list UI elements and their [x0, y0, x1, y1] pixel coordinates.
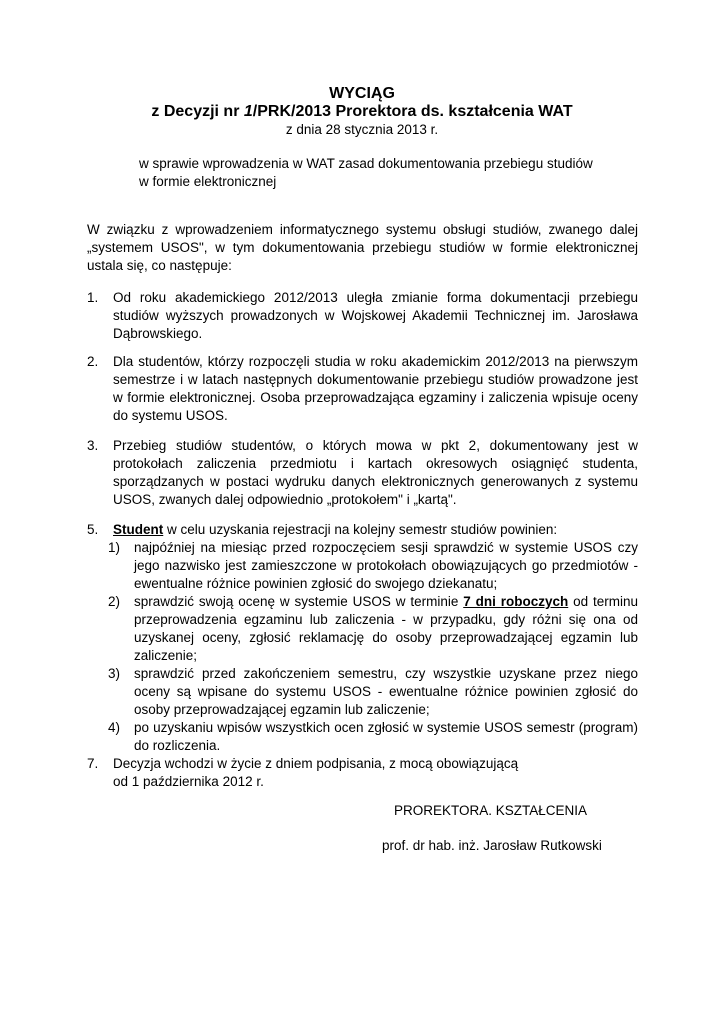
item-text: Dla studentów, którzy rozpoczęli studia w roku akademickim 2012/2013 na pierwszym semestrze i w latach następnych dokumentowanie przebiegu studiów prowadzone jest w formie elektronicznej. Osoba przeprowadzająca egzaminy i zaliczenia wpisuje oceny do systemu USOS. — [113, 354, 638, 423]
subitem-3 — [108, 665, 638, 719]
subitem-text: sprawdzić przed zakończeniem semestru, czy wszystkie uzyskane przez niego oceny są wpisane do systemu USOS - ewentualne różnice powinien zgłosić do osoby przeprowadzającej egzamin lub zaliczenie; — [134, 666, 638, 717]
deadline-emphasis: 7 dni roboczych — [463, 594, 569, 609]
student-emphasis: Student — [113, 522, 164, 537]
item-7-line-2: od 1 października 2012 r. — [113, 774, 264, 789]
subtitle-suffix: /PRK/2013 Prorektora ds. kształcenia WAT — [252, 103, 573, 120]
signature-name: prof. dr hab. inż. Jarosław Rutkowski — [382, 838, 602, 853]
document-title: WYCIĄG — [329, 85, 395, 102]
subtitle-prefix: z Decyzji nr — [151, 103, 244, 120]
item-text: Od roku akademickiego 2012/2013 uległa zmianie forma dokumentacji przebiegu studiów wyższych prowadzonych w Wojskowej Akademii Technicznej im. Jarosława Dąbrowskiego. — [113, 290, 638, 341]
item-5 — [87, 521, 638, 539]
subitem-text — [134, 593, 638, 665]
subitem-2-pre: sprawdzić swoją ocenę w systemie USOS w terminie — [134, 594, 464, 609]
intro-paragraph: W związku z wprowadzeniem informatycznego systemu obsługi studiów, zwanego dalej „systemem USOS", w tym dokumentowania przebiegu studiów w formie elektronicznej ustala się, co następuje: — [87, 222, 638, 273]
subitem-number: 3) — [108, 666, 121, 681]
subitem-text: najpóźniej na miesiąc przed rozpoczęciem sesji sprawdzić w systemie USOS czy jego nazwisko jest zamieszczone w protokołach obowiązujących go przedmiotów - ewentualne różnice powinien zgłosić do swojego dziekanatu; — [134, 540, 638, 591]
subitem-2-post: od terminu przeprowadzenia egzaminu lub zaliczenia - w przypadku, gdy różni się ona od uzyskanej oceny, zgłosić reklamację do osoby przeprowadzającej egzamin lub zaliczenie; — [134, 594, 638, 663]
item-number: 1. — [87, 290, 99, 305]
document-subtitle — [0, 102, 724, 122]
item-number: 2. — [87, 354, 99, 369]
item-text: Przebieg studiów studentów, o których mowa w pkt 2, dokumentowany jest w protokołach zaliczenia przedmiotu i kartach okresowych osiągnięć studenta, sporządzanych w postaci wydruku danych elektronicznych generowanych z systemu USOS, zwanych dalej odpowiednio „protokołem" i „kartą". — [113, 438, 638, 507]
item-2 — [87, 353, 638, 425]
item-3 — [87, 437, 638, 509]
subject-line-1: w sprawie wprowadzenia w WAT zasad dokumentowania przebiegu studiów — [139, 156, 593, 171]
subitem-text: po uzyskaniu wpisów wszystkich ocen zgłosić w systemie USOS semestr (program) do rozliczenia. — [134, 720, 638, 753]
subitem-number: 4) — [108, 720, 121, 735]
document-date: z dnia 28 stycznia 2013 r. — [285, 122, 439, 137]
item-7-line-1: Decyzja wchodzi w życie z dniem podpisania, z mocą obowiązującą — [113, 756, 519, 771]
item-number: 5. — [87, 522, 99, 537]
item-1 — [87, 289, 638, 343]
subject-line-2: w formie elektronicznej — [139, 174, 277, 189]
item-number: 3. — [87, 438, 99, 453]
subitem-number: 2) — [108, 594, 121, 609]
signature-role: PROREKTORA. KSZTAŁCENIA — [394, 803, 588, 818]
item-text — [113, 521, 638, 539]
item-5-rest: w celu uzyskania rejestracji na kolejny semestr studiów powinien: — [163, 522, 558, 537]
document-subject — [139, 155, 659, 191]
item-text — [113, 755, 638, 791]
item-7 — [87, 755, 638, 791]
subitem-2 — [108, 593, 638, 665]
decision-number: 1 — [243, 103, 253, 120]
subitem-4 — [108, 719, 638, 755]
item-number: 7. — [87, 756, 99, 771]
subitem-number: 1) — [108, 540, 121, 555]
subitem-1 — [108, 539, 638, 593]
